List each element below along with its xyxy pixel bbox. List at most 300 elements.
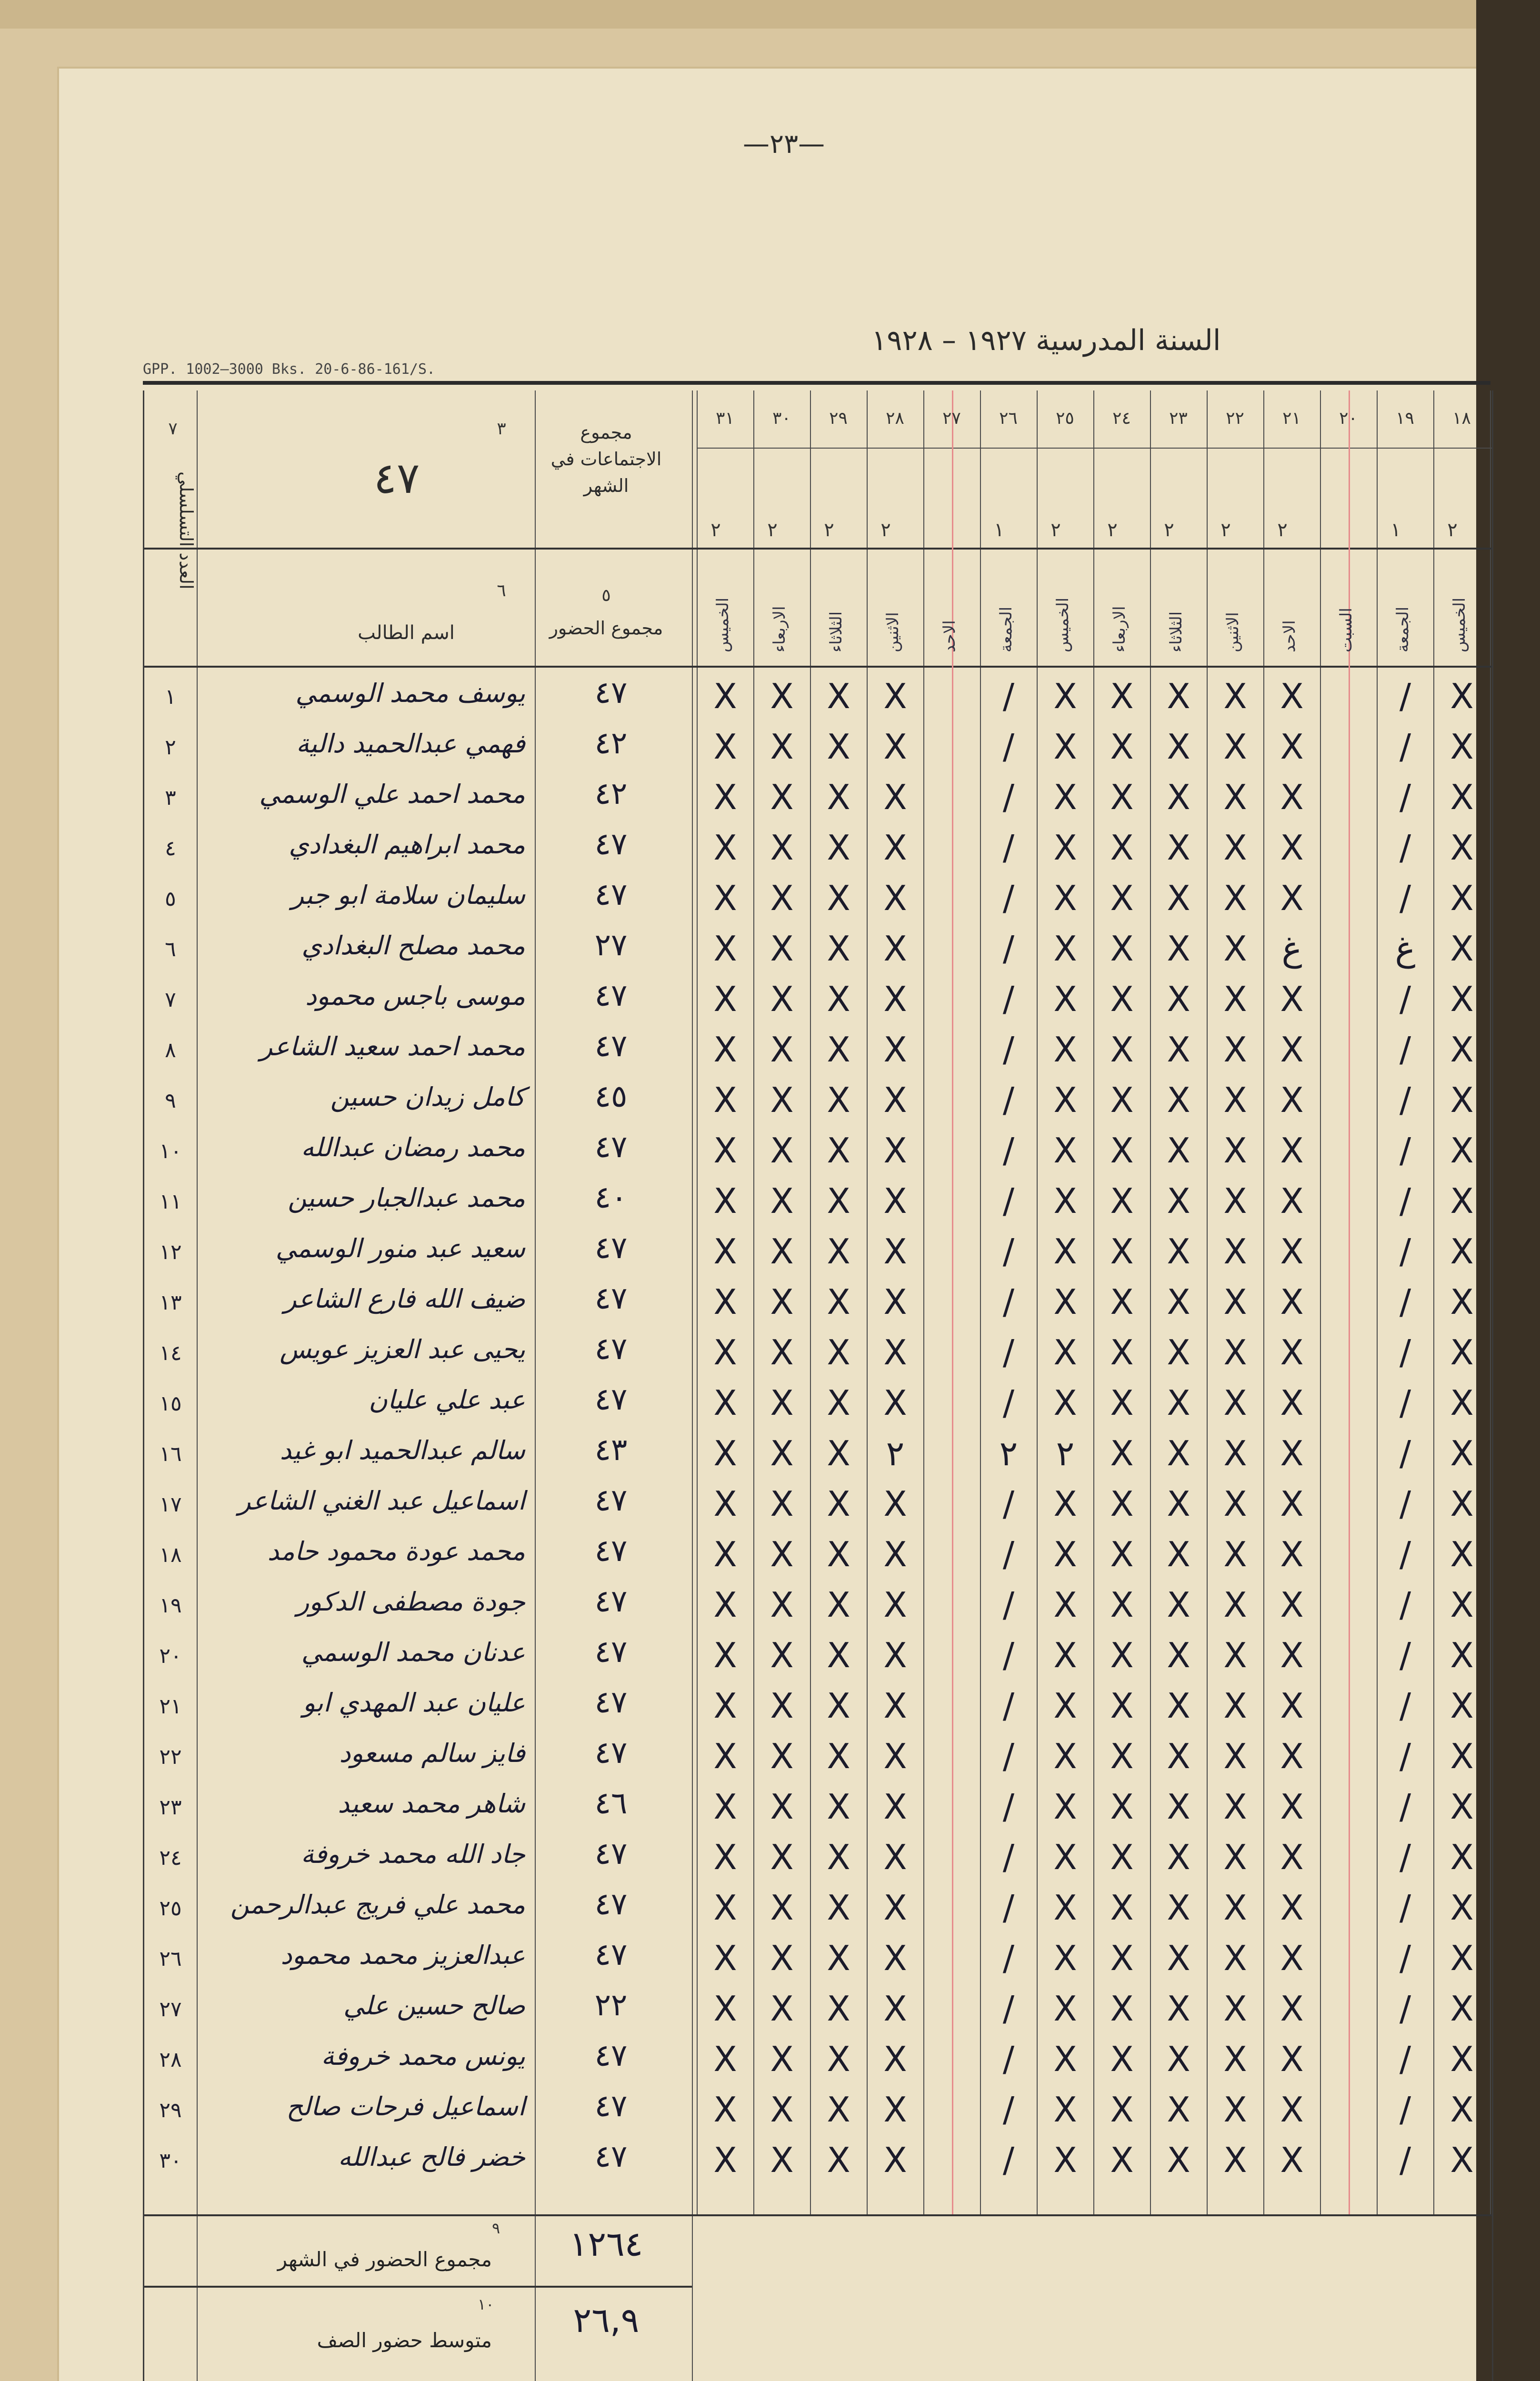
table-row bbox=[144, 1479, 1492, 1530]
attendance-mark: X bbox=[770, 979, 794, 1019]
student-name: صالح حسين علي bbox=[343, 1991, 525, 2021]
attendance-mark: / bbox=[1002, 727, 1015, 767]
student-name: يحيى عبد العزيز عويس bbox=[280, 1334, 525, 1364]
attendance-mark: X bbox=[1280, 676, 1304, 716]
row-serial-number: ٣٠ bbox=[159, 2149, 182, 2173]
attendance-mark: X bbox=[827, 1989, 850, 2029]
table-row bbox=[144, 722, 1492, 772]
attendance-mark: X bbox=[1223, 1484, 1247, 1524]
attendance-mark: X bbox=[1280, 777, 1304, 817]
attendance-mark: X bbox=[770, 1030, 794, 1070]
attendance-mark: X bbox=[827, 828, 850, 868]
day-number: ١٩ bbox=[1396, 409, 1414, 428]
header-rule bbox=[143, 381, 1490, 385]
attendance-mark: / bbox=[1002, 979, 1015, 1019]
attendance-mark: X bbox=[827, 878, 850, 918]
student-name: موسى باجس محمود bbox=[305, 981, 525, 1011]
student-total: ٤٧ bbox=[594, 2038, 628, 2073]
day-sessions: ١ bbox=[1390, 519, 1401, 541]
student-total: ٤٧ bbox=[594, 1685, 628, 1720]
row-serial-number: ٥ bbox=[165, 887, 176, 911]
row-serial-number: ٨ bbox=[165, 1038, 176, 1062]
attendance-mark: X bbox=[1167, 1433, 1190, 1473]
attendance-mark: X bbox=[827, 929, 850, 969]
attendance-mark: X bbox=[770, 1231, 794, 1271]
student-total: ٤٧ bbox=[594, 827, 628, 862]
attendance-mark: X bbox=[1280, 1585, 1304, 1625]
student-total: ٤٧ bbox=[594, 1483, 628, 1518]
attendance-mark: X bbox=[1280, 1383, 1304, 1423]
row-serial-number: ٢٧ bbox=[159, 1997, 182, 2021]
day-sessions: ٢ bbox=[1277, 519, 1288, 541]
attendance-mark: X bbox=[1053, 1484, 1077, 1524]
attendance-mark: / bbox=[1002, 1030, 1015, 1070]
student-total: ٤٣ bbox=[594, 1432, 628, 1468]
student-total: ٤٧ bbox=[594, 1382, 628, 1417]
attendance-mark: X bbox=[770, 1080, 794, 1120]
row-serial-number: ١٧ bbox=[159, 1492, 182, 1517]
attendance-mark: X bbox=[1167, 676, 1190, 716]
attendance-mark: / bbox=[1002, 1080, 1015, 1120]
attendance-mark: X bbox=[1450, 929, 1474, 969]
attendance-mark: X bbox=[713, 1231, 737, 1271]
attendance-mark: X bbox=[713, 727, 737, 767]
attendance-mark: X bbox=[770, 1332, 794, 1372]
attendance-mark: X bbox=[1110, 1635, 1134, 1675]
attendance-mark: X bbox=[770, 2039, 794, 2079]
attendance-mark: / bbox=[1399, 1787, 1411, 1827]
attendance-mark: X bbox=[1053, 2090, 1077, 2130]
attendance-mark: / bbox=[1002, 828, 1015, 868]
attendance-mark: / bbox=[1002, 929, 1015, 969]
attendance-mark: X bbox=[1053, 1231, 1077, 1271]
attendance-mark: X bbox=[1110, 1938, 1134, 1978]
table-row bbox=[144, 823, 1492, 873]
attendance-mark: X bbox=[1167, 878, 1190, 918]
attendance-mark: X bbox=[883, 1130, 907, 1170]
day-name: الخميس bbox=[1053, 597, 1072, 652]
student-total: ٢٧ bbox=[594, 928, 628, 963]
student-name: كامل زيدان حسين bbox=[330, 1082, 525, 1112]
attendance-mark: X bbox=[1110, 979, 1134, 1019]
attendance-mark: X bbox=[713, 1837, 737, 1877]
table-row bbox=[144, 1176, 1492, 1227]
table-row bbox=[144, 1277, 1492, 1328]
attendance-mark: X bbox=[1223, 878, 1247, 918]
table-row bbox=[144, 924, 1492, 974]
attendance-mark: X bbox=[1167, 2039, 1190, 2079]
monthly-attendance-value: ١٢٦٤ bbox=[569, 2224, 643, 2264]
attendance-mark: X bbox=[713, 2090, 737, 2130]
attendance-mark: X bbox=[883, 1585, 907, 1625]
attendance-mark: X bbox=[827, 1787, 850, 1827]
attendance-mark: X bbox=[713, 1534, 737, 1574]
row-serial-number: ٢٠ bbox=[159, 1644, 182, 1668]
attendance-mark: / bbox=[1002, 676, 1015, 716]
table-row bbox=[144, 1075, 1492, 1126]
attendance-mark: X bbox=[1053, 979, 1077, 1019]
day-number: ٢١ bbox=[1282, 409, 1301, 428]
attendance-mark: X bbox=[713, 1080, 737, 1120]
attendance-mark: X bbox=[1223, 777, 1247, 817]
attendance-mark: X bbox=[1110, 777, 1134, 817]
attendance-mark: / bbox=[1399, 1686, 1411, 1726]
attendance-mark: X bbox=[1450, 1231, 1474, 1271]
attendance-mark: X bbox=[770, 1837, 794, 1877]
attendance-mark: X bbox=[1223, 1080, 1247, 1120]
table-row bbox=[144, 1933, 1492, 1984]
row-serial-number: ٢٤ bbox=[159, 1846, 182, 1870]
student-total: ٤٧ bbox=[594, 2089, 628, 2124]
attendance-mark: X bbox=[1280, 1080, 1304, 1120]
attendance-mark: / bbox=[1002, 878, 1015, 918]
attendance-mark: X bbox=[770, 2090, 794, 2130]
grid-hline bbox=[697, 448, 1492, 449]
day-number: ٢٨ bbox=[886, 409, 904, 428]
attendance-mark: / bbox=[1399, 676, 1411, 716]
attendance-mark: X bbox=[1280, 727, 1304, 767]
attendance-mark: X bbox=[1450, 1383, 1474, 1423]
attendance-mark: X bbox=[713, 1938, 737, 1978]
attendance-mark: X bbox=[1450, 2090, 1474, 2130]
attendance-mark: X bbox=[827, 1130, 850, 1170]
attendance-mark: X bbox=[713, 1686, 737, 1726]
day-number: ٢٧ bbox=[942, 409, 961, 428]
attendance-mark: / bbox=[1002, 1888, 1015, 1928]
attendance-mark: X bbox=[1053, 1938, 1077, 1978]
attendance-mark: / bbox=[1399, 1585, 1411, 1625]
attendance-mark: X bbox=[1053, 929, 1077, 969]
student-name: محمد ابراهيم البغدادي bbox=[289, 830, 525, 860]
attendance-mark: X bbox=[770, 929, 794, 969]
attendance-mark: / bbox=[1399, 1332, 1411, 1372]
attendance-mark: X bbox=[1053, 2039, 1077, 2079]
attendance-mark: X bbox=[770, 1130, 794, 1170]
table-row bbox=[144, 974, 1492, 1025]
attendance-mark: X bbox=[883, 1635, 907, 1675]
attendance-mark: X bbox=[770, 2140, 794, 2180]
student-name: محمد علي فريج عبدالرحمن bbox=[230, 1890, 525, 1920]
attendance-mark: X bbox=[1110, 1585, 1134, 1625]
student-total: ٤٧ bbox=[594, 1130, 628, 1165]
attendance-mark: / bbox=[1002, 1332, 1015, 1372]
attendance-mark: X bbox=[1167, 2090, 1190, 2130]
attendance-mark: X bbox=[770, 777, 794, 817]
school-year: السنة المدرسية ١٩٢٧ – ١٩٢٨ bbox=[871, 324, 1221, 357]
day-name: الثلاثاء bbox=[827, 611, 846, 652]
attendance-mark: X bbox=[1167, 1332, 1190, 1372]
day-sessions: ٢ bbox=[880, 519, 891, 541]
attendance-mark: X bbox=[1223, 1686, 1247, 1726]
attendance-mark: X bbox=[713, 2039, 737, 2079]
attendance-mark: X bbox=[827, 1686, 850, 1726]
attendance-mark: X bbox=[1223, 1130, 1247, 1170]
attendance-mark: X bbox=[827, 1585, 850, 1625]
attendance-mark: X bbox=[1223, 2090, 1247, 2130]
student-name: اسماعيل عبد الغني الشاعر bbox=[238, 1486, 525, 1516]
attendance-mark: X bbox=[1280, 878, 1304, 918]
attendance-mark: / bbox=[1002, 1130, 1015, 1170]
attendance-mark: X bbox=[770, 1282, 794, 1322]
attendance-mark: X bbox=[1053, 727, 1077, 767]
row-serial-number: ١٢ bbox=[159, 1240, 182, 1264]
attendance-mark: / bbox=[1399, 878, 1411, 918]
attendance-mark: / bbox=[1002, 1736, 1015, 1776]
attendance-mark: / bbox=[1002, 1282, 1015, 1322]
attendance-mark: ٢ bbox=[1056, 1433, 1075, 1473]
row-serial-number: ٧ bbox=[165, 988, 176, 1012]
attendance-mark: / bbox=[1002, 1938, 1015, 1978]
attendance-mark: X bbox=[1450, 1938, 1474, 1978]
attendance-mark: X bbox=[1110, 2090, 1134, 2130]
student-name: شاهر محمد سعيد bbox=[338, 1789, 525, 1819]
student-name: سليمان سلامة ابو جبر bbox=[291, 880, 525, 910]
student-name: محمد عودة محمود حامد bbox=[267, 1536, 525, 1566]
attendance-mark: X bbox=[827, 979, 850, 1019]
row-serial-number: ١ bbox=[165, 685, 176, 709]
attendance-mark: X bbox=[1450, 777, 1474, 817]
attendance-mark: / bbox=[1399, 2140, 1411, 2180]
attendance-mark: X bbox=[1167, 1686, 1190, 1726]
student-name: محمد عبدالجبار حسين bbox=[288, 1183, 525, 1213]
attendance-mark: X bbox=[1280, 1686, 1304, 1726]
attendance-mark: X bbox=[1280, 979, 1304, 1019]
attendance-mark: X bbox=[883, 2090, 907, 2130]
attendance-mark: X bbox=[883, 777, 907, 817]
attendance-mark: X bbox=[1223, 2140, 1247, 2180]
table-row bbox=[144, 2034, 1492, 2085]
table-row bbox=[144, 1782, 1492, 1832]
attendance-mark: X bbox=[1450, 727, 1474, 767]
day-name: الاثنين bbox=[883, 612, 902, 652]
attendance-mark: X bbox=[827, 1484, 850, 1524]
attendance-mark: X bbox=[1110, 1332, 1134, 1372]
col7-number: ٧ bbox=[168, 419, 178, 439]
attendance-mark: X bbox=[1110, 1686, 1134, 1726]
attendance-mark: X bbox=[827, 2039, 850, 2079]
attendance-mark: X bbox=[1053, 777, 1077, 817]
row-serial-number: ١٣ bbox=[159, 1291, 182, 1315]
table-row bbox=[144, 1580, 1492, 1631]
attendance-mark: X bbox=[1450, 1282, 1474, 1322]
attendance-mark: X bbox=[713, 1332, 737, 1372]
attendance-mark: / bbox=[1399, 1383, 1411, 1423]
row9-number: ٩ bbox=[492, 2219, 500, 2237]
attendance-mark: X bbox=[1280, 1181, 1304, 1221]
student-name: محمد رمضان عبدالله bbox=[301, 1132, 525, 1162]
attendance-mark: X bbox=[713, 1989, 737, 2029]
row-serial-number: ١٤ bbox=[159, 1341, 182, 1365]
attendance-mark: X bbox=[1110, 1736, 1134, 1776]
day-number: ٣١ bbox=[716, 409, 734, 428]
student-total: ٤٧ bbox=[594, 1937, 628, 1972]
attendance-mark: X bbox=[883, 1989, 907, 2029]
grid-hline bbox=[144, 666, 1492, 668]
student-total: ٤٢ bbox=[594, 726, 628, 761]
attendance-mark: X bbox=[1167, 1181, 1190, 1221]
table-row bbox=[144, 1631, 1492, 1681]
attendance-mark: X bbox=[1450, 878, 1474, 918]
col5-number: ٥ bbox=[601, 586, 611, 605]
day-number: ٣٠ bbox=[772, 409, 791, 428]
attendance-mark: / bbox=[1399, 1938, 1411, 1978]
attendance-mark: X bbox=[770, 828, 794, 868]
attendance-mark: X bbox=[1110, 1534, 1134, 1574]
day-name: الاربعاء bbox=[1110, 606, 1129, 652]
student-name: ضيف الله فارع الشاعر bbox=[284, 1284, 525, 1314]
attendance-mark: X bbox=[1450, 979, 1474, 1019]
attendance-mark: / bbox=[1002, 1686, 1015, 1726]
attendance-mark: X bbox=[1110, 2039, 1134, 2079]
attendance-mark: X bbox=[713, 777, 737, 817]
attendance-mark: X bbox=[827, 1736, 850, 1776]
attendance-mark: / bbox=[1399, 828, 1411, 868]
student-total: ٤٧ bbox=[594, 1584, 628, 1619]
attendance-mark: X bbox=[713, 1130, 737, 1170]
attendance-mark: X bbox=[1167, 1282, 1190, 1322]
student-name: محمد مصلح البغدادي bbox=[301, 930, 525, 960]
attendance-mark: X bbox=[1053, 828, 1077, 868]
day-name: الجمعة bbox=[997, 606, 1016, 652]
grid-hline bbox=[144, 548, 1492, 550]
attendance-mark: X bbox=[827, 1938, 850, 1978]
attendance-mark: / bbox=[1002, 777, 1015, 817]
attendance-mark: X bbox=[1280, 828, 1304, 868]
student-name: فهمي عبدالحميد دالية bbox=[296, 729, 525, 759]
attendance-mark: X bbox=[713, 979, 737, 1019]
attendance-mark: X bbox=[713, 1181, 737, 1221]
table-row bbox=[144, 1984, 1492, 2034]
attendance-mark: X bbox=[883, 727, 907, 767]
student-name: سعيد عبد منور الوسمي bbox=[275, 1233, 525, 1263]
attendance-mark: X bbox=[1280, 1332, 1304, 1372]
attendance-mark: X bbox=[1110, 1282, 1134, 1322]
attendance-mark: X bbox=[1450, 1080, 1474, 1120]
day-number: ٢٩ bbox=[829, 409, 848, 428]
student-name: عليان عبد المهدي ابو bbox=[303, 1688, 525, 1718]
attendance-mark: غ bbox=[1395, 929, 1416, 969]
attendance-mark: X bbox=[1110, 1231, 1134, 1271]
attendance-mark: X bbox=[1280, 1989, 1304, 2029]
row-serial-number: ٢٥ bbox=[159, 1896, 182, 1921]
day-sessions: ١ bbox=[994, 519, 1004, 541]
attendance-mark: X bbox=[1110, 1433, 1134, 1473]
attendance-mark: X bbox=[1280, 1635, 1304, 1675]
attendance-mark: X bbox=[770, 1787, 794, 1827]
attendance-mark: / bbox=[1399, 1837, 1411, 1877]
attendance-mark: X bbox=[1053, 1736, 1077, 1776]
attendance-mark: X bbox=[1450, 1130, 1474, 1170]
table-row bbox=[144, 772, 1492, 823]
attendance-mark: X bbox=[1167, 1231, 1190, 1271]
attendance-mark: X bbox=[1450, 1433, 1474, 1473]
attendance-mark: X bbox=[713, 2140, 737, 2180]
attendance-mark: / bbox=[1002, 1231, 1015, 1271]
attendance-mark: X bbox=[1223, 1231, 1247, 1271]
attendance-mark: X bbox=[1223, 1534, 1247, 1574]
day-name: الخميس bbox=[713, 597, 732, 652]
attendance-mark: X bbox=[770, 1484, 794, 1524]
attendance-mark: X bbox=[1223, 1736, 1247, 1776]
attendance-mark: X bbox=[1167, 2140, 1190, 2180]
attendance-mark: / bbox=[1002, 1837, 1015, 1877]
day-sessions: ٢ bbox=[1050, 519, 1061, 541]
attendance-mark: X bbox=[827, 777, 850, 817]
attendance-mark: / bbox=[1399, 2090, 1411, 2130]
attendance-mark: X bbox=[883, 828, 907, 868]
attendance-mark: / bbox=[1399, 1989, 1411, 2029]
attendance-mark: X bbox=[1110, 1484, 1134, 1524]
student-name: جاد الله محمد خروفة bbox=[300, 1839, 525, 1869]
attendance-mark: X bbox=[1280, 1736, 1304, 1776]
day-sessions: ٢ bbox=[1447, 519, 1458, 541]
attendance-mark: X bbox=[770, 676, 794, 716]
attendance-mark: X bbox=[1450, 1635, 1474, 1675]
attendance-mark: X bbox=[883, 1534, 907, 1574]
row-serial-number: ١٥ bbox=[159, 1391, 182, 1416]
attendance-mark: X bbox=[1223, 1635, 1247, 1675]
attendance-mark: X bbox=[1053, 1534, 1077, 1574]
student-name: عدنان محمد الوسمي bbox=[301, 1637, 525, 1667]
attendance-mark: / bbox=[1002, 2039, 1015, 2079]
attendance-mark: X bbox=[1167, 1635, 1190, 1675]
attendance-mark: X bbox=[713, 1787, 737, 1827]
attendance-mark: X bbox=[827, 1383, 850, 1423]
student-total: ٤٧ bbox=[594, 1887, 628, 1922]
attendance-mark: / bbox=[1399, 1888, 1411, 1928]
attendance-mark: / bbox=[1002, 1484, 1015, 1524]
row-serial-number: ٢٩ bbox=[159, 2098, 182, 2122]
grid-hline bbox=[144, 2214, 1492, 2216]
attendance-mark: X bbox=[1450, 1736, 1474, 1776]
attendance-mark: / bbox=[1002, 1383, 1015, 1423]
table-row bbox=[144, 1227, 1492, 1277]
attendance-mark: X bbox=[1450, 1585, 1474, 1625]
day-number: ٢٠ bbox=[1339, 409, 1358, 428]
student-total: ٤٦ bbox=[594, 1786, 628, 1821]
attendance-mark: X bbox=[1450, 1686, 1474, 1726]
attendance-mark: X bbox=[1280, 1030, 1304, 1070]
attendance-mark: X bbox=[1167, 929, 1190, 969]
attendance-mark: X bbox=[1053, 1130, 1077, 1170]
attendance-mark: X bbox=[1167, 979, 1190, 1019]
attendance-mark: X bbox=[1223, 929, 1247, 969]
attendance-mark: X bbox=[1280, 1231, 1304, 1271]
attendance-mark: / bbox=[1002, 1787, 1015, 1827]
col6-number: ٦ bbox=[497, 581, 506, 600]
table-row bbox=[144, 1832, 1492, 1883]
table-row bbox=[144, 2085, 1492, 2135]
attendance-mark: / bbox=[1002, 1534, 1015, 1574]
attendance-mark: X bbox=[1167, 1938, 1190, 1978]
attendance-mark: X bbox=[1053, 1686, 1077, 1726]
attendance-mark: X bbox=[770, 1989, 794, 2029]
attendance-mark: X bbox=[1110, 727, 1134, 767]
col3-value: ٤٧ bbox=[373, 453, 420, 503]
attendance-mark: X bbox=[713, 1484, 737, 1524]
attendance-mark: X bbox=[713, 929, 737, 969]
student-name: يوسف محمد الوسمي bbox=[295, 678, 525, 708]
student-name: محمد احمد سعيد الشاعر bbox=[260, 1031, 525, 1061]
row-serial-number: ٢ bbox=[165, 735, 176, 760]
class-average-label: متوسط حضور الصف bbox=[317, 2329, 492, 2352]
day-number: ٢٦ bbox=[999, 409, 1018, 428]
attendance-mark: X bbox=[713, 828, 737, 868]
attendance-header: مجموع الحضور bbox=[549, 618, 663, 639]
attendance-mark: / bbox=[1399, 1080, 1411, 1120]
attendance-mark: X bbox=[883, 1888, 907, 1928]
day-sessions: ٢ bbox=[767, 519, 778, 541]
